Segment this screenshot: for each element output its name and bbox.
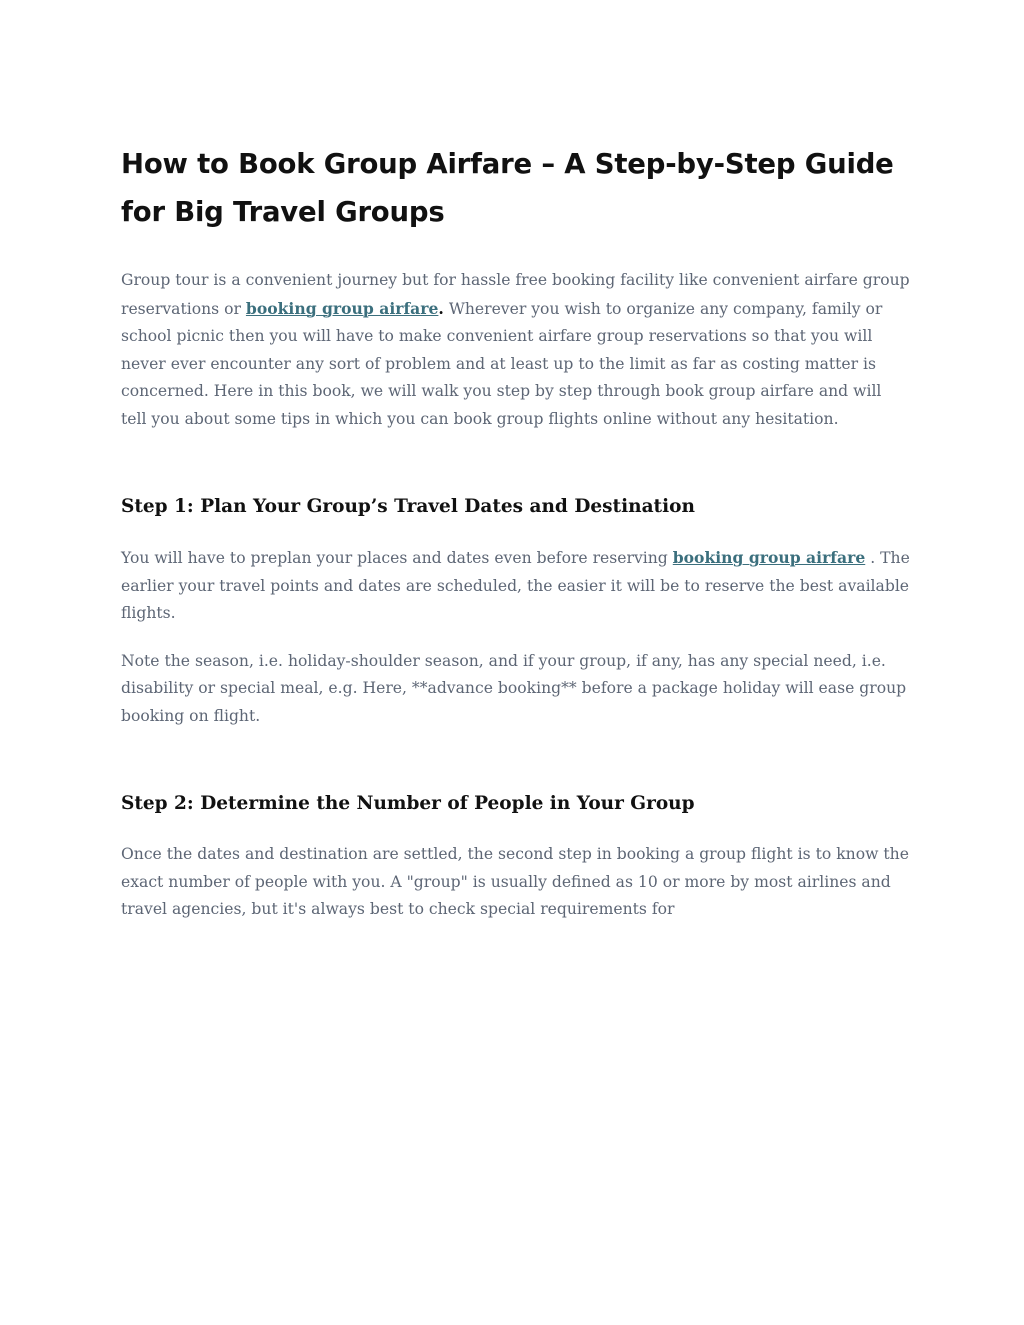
step-1-heading: Step 1: Plan Your Group’s Travel Dates and Destination xyxy=(121,496,695,517)
page-title-line-2: for Big Travel Groups xyxy=(121,196,445,228)
intro-text-before-link: Group tour is a convenient journey but for hassle free booking facility like convenient airfare group reservations or xyxy=(121,271,910,318)
step-1-text-before-link: You will have to preplan your places and dates even before reserving xyxy=(121,549,673,567)
intro-paragraph xyxy=(121,267,911,433)
step-1-booking-group-airfare-link[interactable]: booking group airfare xyxy=(672,548,866,567)
step-1-paragraph-2: Note the season, i.e. holiday-shoulder season, and if your group, if any, has any special need, i.e. disability or special meal, e.g. Here, **advance booking** before a package holiday will ease group booking on flight. xyxy=(121,651,907,725)
step-1-section xyxy=(121,493,911,730)
step-1-paragraph-1 xyxy=(121,544,911,628)
step-2-heading: Step 2: Determine the Number of People in Your Group xyxy=(121,793,695,814)
step-2-paragraph-1: Once the dates and destination are settled, the second step in booking a group flight is to know the exact number of people with you. A "group" is usually defined as 10 or more by most airlines and travel agencies, but it's always best to check special requirements for xyxy=(121,845,909,918)
intro-link-punctuation: . xyxy=(438,298,444,318)
step-2-section xyxy=(121,790,911,924)
step-1-text-after-link: . The earlier your travel points and dates are scheduled, the easier it will be to reserve the best available flights. xyxy=(121,549,910,622)
page-title-line-1: How to Book Group Airfare – A Step-by-Step Guide xyxy=(121,148,894,180)
intro-text-after-link: Wherever you wish to organize any company, family or school picnic then you will have to make convenient airfare group reservations so that you will never ever encounter any sort of problem and at least up to the limit as far as costing matter is concerned. Here in this book, we will walk you step by step through book group airfare and will tell you about some tips in which you can book group flights online without any hesitation. xyxy=(121,299,883,428)
page-title xyxy=(121,140,911,236)
booking-group-airfare-link[interactable]: booking group airfare xyxy=(245,298,439,318)
document-content xyxy=(121,140,911,924)
